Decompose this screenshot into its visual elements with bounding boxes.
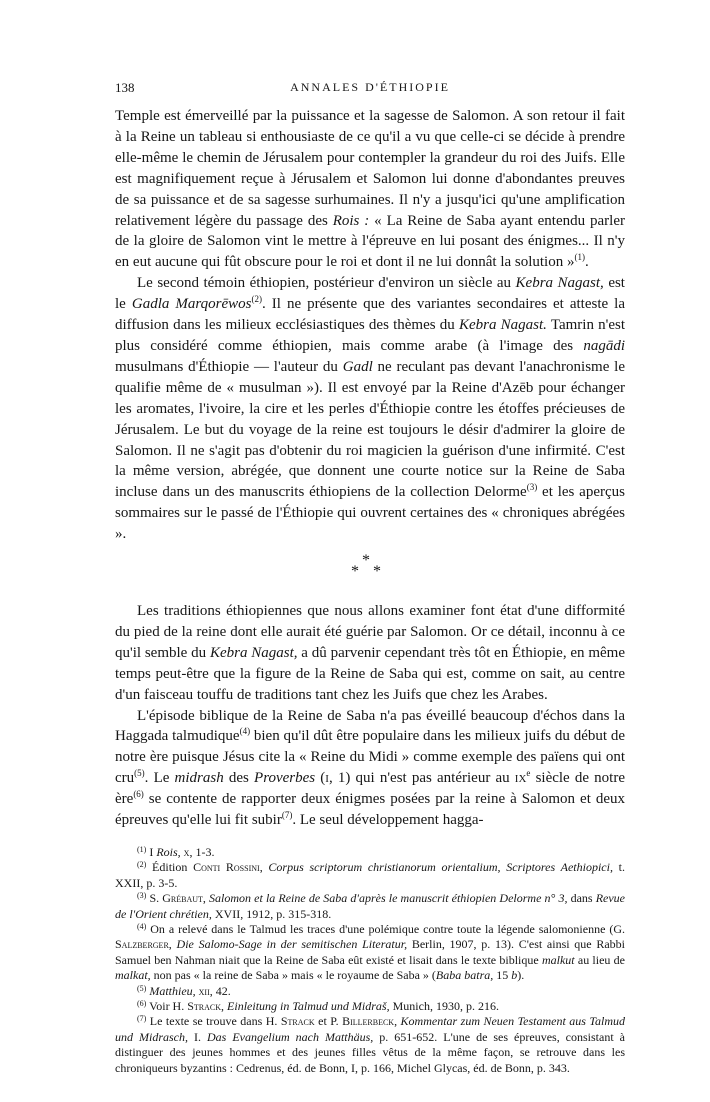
asterism-star-left: * bbox=[351, 563, 359, 581]
footnote-text-run: , bbox=[394, 1014, 401, 1029]
footnote-note-ref: (7) bbox=[137, 1014, 147, 1024]
paragraph-text-run: Le second témoin éthiopien, postérieur d'environ un siècle au bbox=[137, 275, 516, 292]
footnote-note-ref: (4) bbox=[137, 922, 147, 932]
paragraph-italic-run: Kebra Nagast, bbox=[209, 644, 298, 661]
footnote-italic-run: Matthieu, bbox=[149, 983, 196, 998]
footnote-text-run: XVII, 1912, p. 315-318. bbox=[211, 906, 332, 921]
footnote-text-run: Berlin, 1907, p. 13). C'est ainsi que Rabbi Samuel ben Nahman niait que la Reine de Saba eût existé et lisait dans le texte biblique bbox=[115, 937, 626, 967]
page bbox=[115, 80, 625, 1076]
footnote-italic-run: Die Salomo-Sage in der semitischen Literatur, bbox=[176, 937, 408, 952]
body-paragraph bbox=[115, 706, 625, 831]
footnote bbox=[115, 845, 625, 860]
paragraph-text-run: L'épisode biblique de la Reine de Saba n'a pas éveillé beaucoup d'échos dans la Haggada talmudique bbox=[115, 707, 625, 745]
paragraph-text-run: . Il ne présente que des variantes secondaires et atteste la diffusion dans les milieux ecclésiastiques des thèmes du bbox=[115, 296, 625, 334]
footnote-text-run: On a relevé dans le Talmud les traces d'une polémique contre toute la légende salomonienne (G. bbox=[146, 922, 625, 937]
footnote-note-ref: (3) bbox=[137, 891, 147, 901]
paragraph-note-ref: (7) bbox=[281, 810, 293, 821]
paragraph-italic-run: nagādi bbox=[583, 337, 625, 354]
footnote bbox=[115, 860, 625, 891]
footnote-text-run: , bbox=[259, 860, 269, 875]
footnote-small-caps-run: x bbox=[183, 845, 190, 859]
main-text bbox=[115, 106, 625, 831]
footnote-small-caps-run: Conti Rossini bbox=[193, 860, 260, 875]
footnote-italic-run: malkat, bbox=[115, 968, 151, 983]
footnote-small-caps-run: Salzberger bbox=[115, 937, 169, 952]
footnote-note-ref: (2) bbox=[137, 860, 147, 870]
footnote-italic-run: Kommentar zum Neuen Testament aus Talmud und Midrasch, bbox=[115, 1014, 625, 1044]
asterism-star-top: * bbox=[362, 552, 370, 570]
paragraph-italic-run: Gadl bbox=[342, 358, 373, 375]
footnote-text-run: non pas « la reine de Saba » mais « le royaume de Saba » ( bbox=[150, 968, 436, 983]
page-header bbox=[115, 80, 625, 100]
footnote-text-run: , bbox=[168, 937, 177, 952]
footnote-italic-run: malkut bbox=[541, 952, 575, 967]
paragraph-note-ref: (4) bbox=[239, 726, 251, 737]
footnote-italic-run: Rois, bbox=[156, 845, 181, 859]
footnote-small-caps-run: Grébaut bbox=[162, 891, 203, 906]
footnote-text-run: Le texte se trouve dans H. bbox=[146, 1014, 281, 1029]
footnote-small-caps-run: Strack bbox=[187, 999, 222, 1014]
paragraph-italic-run: Kebra Nagast. bbox=[458, 317, 547, 334]
footnote-italic-run: Das Evangelium nach Matthäus, bbox=[206, 1029, 374, 1044]
paragraph-text-run: Tamrin n'est plus considéré comme éthiopien, mais comme arabe (à l'image des bbox=[115, 317, 625, 354]
footnote-text-run: ). bbox=[517, 968, 525, 983]
footnote-small-caps-run: Billerbeck bbox=[342, 1014, 395, 1029]
paragraph-note-ref: (6) bbox=[133, 789, 144, 800]
paragraph-text-run: ne reculant pas devant l'anachronisme le qualifie même de « musulman »). Il est envoyé par la Reine d'Azēb pour échanger les aromates, l'ivoire, la cire et les perles d'Éthiopie contre les étoffes précieuses de Jérusalem. Le but du voyage de la reine est toujours le désir d'admirer la gloire de Salomon. Il ne s'agit pas d'obtenir du roi magicien la guérison d'une infirmité. C'est la même version, abrégée, que donnent une courte notice sur la Reine de Saba incluse dans un des manuscrits éthiopiens de la collection Delorme bbox=[115, 358, 625, 501]
footnote-text-run: Voir H. bbox=[146, 999, 188, 1014]
paragraph-note-ref: e bbox=[526, 768, 531, 779]
footnote-text-run: , bbox=[202, 891, 210, 906]
paragraph-italic-run: Proverbes bbox=[254, 770, 316, 787]
paragraph-note-ref: (3) bbox=[526, 482, 538, 493]
body-paragraph bbox=[115, 273, 625, 545]
footnote-italic-run: b bbox=[511, 968, 518, 983]
paragraph-text-run: ( bbox=[315, 770, 326, 787]
footnote-text-run: dans bbox=[567, 891, 596, 906]
paragraph-italic-run: Rois : bbox=[332, 212, 370, 229]
paragraph-text-run: . bbox=[584, 254, 589, 271]
paragraph-text-run: , 1) qui n'est pas antérieur au bbox=[328, 770, 515, 787]
footnote-italic-run: Einleitung in Talmud und Midraš, bbox=[227, 999, 390, 1014]
footnote-note-ref: (6) bbox=[137, 999, 147, 1009]
footnote-text-run: t. XXII, p. 3-5. bbox=[115, 860, 625, 890]
footnote-text-run: et P. bbox=[314, 1014, 343, 1029]
footnote-text-run: 15 bbox=[493, 968, 512, 983]
paragraph-note-ref: (1) bbox=[574, 252, 585, 263]
paragraphs-before-break bbox=[115, 106, 625, 545]
footnote bbox=[115, 922, 625, 984]
paragraph-text-run: . Le seul développement hagga- bbox=[292, 812, 484, 829]
paragraph-text-run: Les traditions éthiopiennes que nous allons examiner font état d'une difformité du pied de la reine dont elle aurait été guérie par Salomon. Or ce détail, inconnu à ce qu'il semble du bbox=[115, 603, 625, 661]
footnote-note-ref: (5) bbox=[137, 983, 147, 993]
paragraph-italic-run: midrash bbox=[174, 770, 224, 787]
paragraphs-after-break bbox=[115, 601, 625, 831]
footnote-text-run: p. 651-652. L'une de ses épreuves, consistant à distinguer des jeunes hommes et des jeunes filles vêtus de la même façon, se retrouve dans les chroniqueurs byzantins : Cedrenus, éd. de Bonn, I, p. 166, Michel Glycas, éd. de Bonn, p. 343. bbox=[115, 1029, 625, 1075]
footnote-small-caps-run: Strack bbox=[280, 1014, 315, 1029]
paragraph-italic-run: Gadla Marqorēwos bbox=[131, 296, 252, 313]
body-paragraph bbox=[115, 106, 625, 273]
paragraph-text-run: . Le bbox=[144, 770, 175, 787]
footnote-text-run: I. bbox=[188, 1029, 207, 1044]
footnote bbox=[115, 891, 625, 922]
footnote-italic-run: Baba batra, bbox=[435, 968, 494, 983]
paragraph-small-caps-run: ix bbox=[514, 770, 527, 787]
paragraph-small-caps-run: i bbox=[325, 770, 329, 787]
paragraph-note-ref: (5) bbox=[134, 768, 145, 779]
footnote-text-run: , bbox=[221, 999, 228, 1014]
paragraph-text-run: est le bbox=[115, 275, 625, 313]
paragraph-text-run: siècle de notre ère bbox=[115, 770, 625, 808]
footnote-text-run: , 42. bbox=[209, 983, 231, 998]
footnote bbox=[115, 1014, 625, 1076]
footnote-text-run: S. bbox=[146, 891, 163, 906]
paragraph-text-run: se contente de rapporter deux énigmes posées par la reine à Salomon et deux épreuves qu'elle lui fit subir bbox=[115, 791, 625, 829]
paragraph-note-ref: (2) bbox=[251, 294, 262, 305]
running-head: ANNALES D'ÉTHIOPIE bbox=[290, 80, 450, 94]
footnote bbox=[115, 984, 625, 999]
paragraph-text-run: musulmans d'Éthiopie — l'auteur du bbox=[115, 358, 343, 375]
footnote-small-caps-run: xii bbox=[198, 983, 210, 998]
paragraph-text-run: « La Reine de Saba ayant entendu parler de la gloire de Salomon vint le mettre à l'épreuve en lui posant des énigmes... Il n'y en eut aucune qui fût obscure pour le roi et dont il ne lui donnât la solution » bbox=[115, 212, 625, 271]
footnote-text-run: , 1-3. bbox=[189, 845, 215, 859]
section-break-asterism bbox=[115, 547, 625, 601]
footnote-text-run: Munich, 1930, p. 216. bbox=[389, 999, 499, 1014]
paragraph-text-run: Temple est émerveillé par la puissance et la sagesse de Salomon. A son retour il fait à la Reine un tableau si enthousiaste de ce qu'il a vu que celle-ci se décide à prendre elle-même le chemin de Jérusalem pour contempler la grandeur du roi des Juifs. Elle est magnifiquement reçue à Jérusalem et Salomon lui donne d'abondantes preuves de sa puissance et de sa sagesse surhumaines. Il n'y a jusqu'ici qu'une amplification relativement légère du passage des bbox=[115, 108, 625, 229]
footnote-text-run: I bbox=[146, 845, 157, 859]
paragraph-text-run: a dû parvenir cependant très tôt en Éthiopie, en même temps peut-être que la figure de la Reine de Saba qui est, comme on sait, au centre d'un faisceau touffu de traditions tant chez les Juifs que chez les Arabes. bbox=[115, 644, 625, 703]
footnote-note-ref: (1) bbox=[137, 845, 147, 854]
paragraph-text-run: des bbox=[223, 770, 255, 787]
footnotes bbox=[115, 845, 625, 1076]
footnote bbox=[115, 999, 625, 1014]
paragraph-italic-run: Kebra Nagast, bbox=[515, 275, 604, 292]
footnote-text-run: au lieu de bbox=[574, 952, 625, 967]
footnote-text-run: Édition bbox=[146, 860, 194, 875]
footnote-italic-run: Salomon et la Reine de Saba d'après le manuscrit éthiopien Delorme n° 3, bbox=[209, 891, 568, 906]
asterism-star-right: * bbox=[373, 563, 381, 581]
footnote-italic-run: Revue de l'Orient chrétien, bbox=[115, 891, 625, 921]
page-number: 138 bbox=[115, 80, 135, 95]
body-paragraph bbox=[115, 601, 625, 706]
paragraph-text-run: et les aperçus sommaires sur le passé de l'Éthiopie qui ouvrent certaines des « chroniques abrégées ». bbox=[115, 484, 625, 543]
paragraph-text-run: bien qu'il dût être populaire dans les milieux juifs du début de notre ère puisque Jésus cite la « Reine du Midi » comme exemple des païens qui ont cru bbox=[115, 728, 625, 787]
footnote-italic-run: Corpus scriptorum christianorum orientalium, Scriptores Aethiopici, bbox=[268, 860, 613, 875]
